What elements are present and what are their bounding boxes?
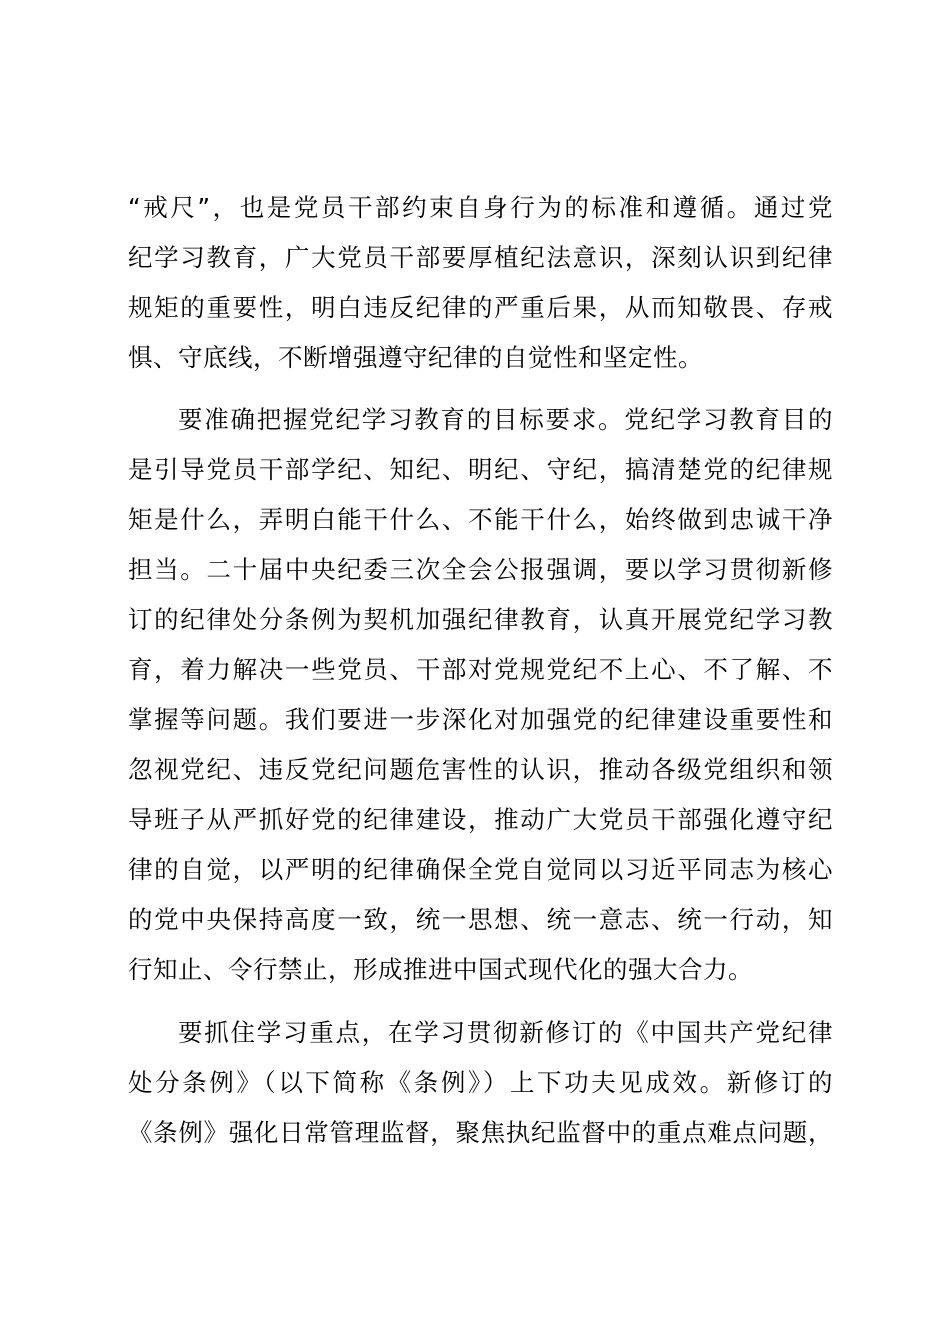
paragraph-line: 担当。二十届中央纪委三次全会公报强调，要以学习贯彻新修 xyxy=(128,555,833,584)
paragraph-line: “戒尺”，也是党员干部约束自身行为的标准和遵循。通过党 xyxy=(128,193,833,222)
paragraph-line: 《条例》强化日常管理监督，聚焦执纪监督中的重点难点问题， xyxy=(128,1118,833,1147)
paragraph-line: 忽视党纪、违反党纪问题危害性的认识，推动各级党组织和领 xyxy=(128,755,833,784)
paragraph-line: 掌握等问题。我们要进一步深化对加强党的纪律建设重要性和 xyxy=(128,705,833,734)
paragraph-line: 是引导党员干部学纪、知纪、明纪、守纪，搞清楚党的纪律规 xyxy=(128,455,833,484)
paragraph-1 xyxy=(128,183,833,383)
paragraph-line: 的党中央保持高度一致，统一思想、统一意志、统一行动，知 xyxy=(128,905,833,934)
paragraph-3 xyxy=(128,1008,833,1158)
paragraph-line: 律的自觉，以严明的纪律确保全党自觉同以习近平同志为核心 xyxy=(128,855,833,884)
paragraph-line: 育，着力解决一些党员、干部对党规党纪不上心、不了解、不 xyxy=(128,655,833,684)
paragraph-line: 纪学习教育，广大党员干部要厚植纪法意识，深刻认识到纪律 xyxy=(128,243,833,272)
paragraph-line: 矩是什么，弄明白能干什么、不能干什么，始终做到忠诚干净 xyxy=(128,505,833,534)
paragraph-line: 订的纪律处分条例为契机加强纪律教育，认真开展党纪学习教 xyxy=(128,605,833,634)
paragraph-line: 行知止、令行禁止，形成推进中国式现代化的强大合力。 xyxy=(128,955,753,984)
paragraph-line: 要抓住学习重点，在学习贯彻新修订的《中国共产党纪律 xyxy=(178,1018,833,1047)
paragraph-line: 规矩的重要性，明白违反纪律的严重后果，从而知敬畏、存戒 xyxy=(128,293,833,322)
paragraph-line: 惧、守底线，不断增强遵守纪律的自觉性和坚定性。 xyxy=(128,343,703,372)
paragraph-line: 要准确把握党纪学习教育的目标要求。党纪学习教育目的 xyxy=(178,405,833,434)
paragraph-line: 处分条例》（以下简称《条例》）上下功夫见成效。新修订的 xyxy=(128,1068,833,1097)
paragraph-line: 导班子从严抓好党的纪律建设，推动广大党员干部强化遵守纪 xyxy=(128,805,833,834)
paragraph-2 xyxy=(128,395,833,995)
